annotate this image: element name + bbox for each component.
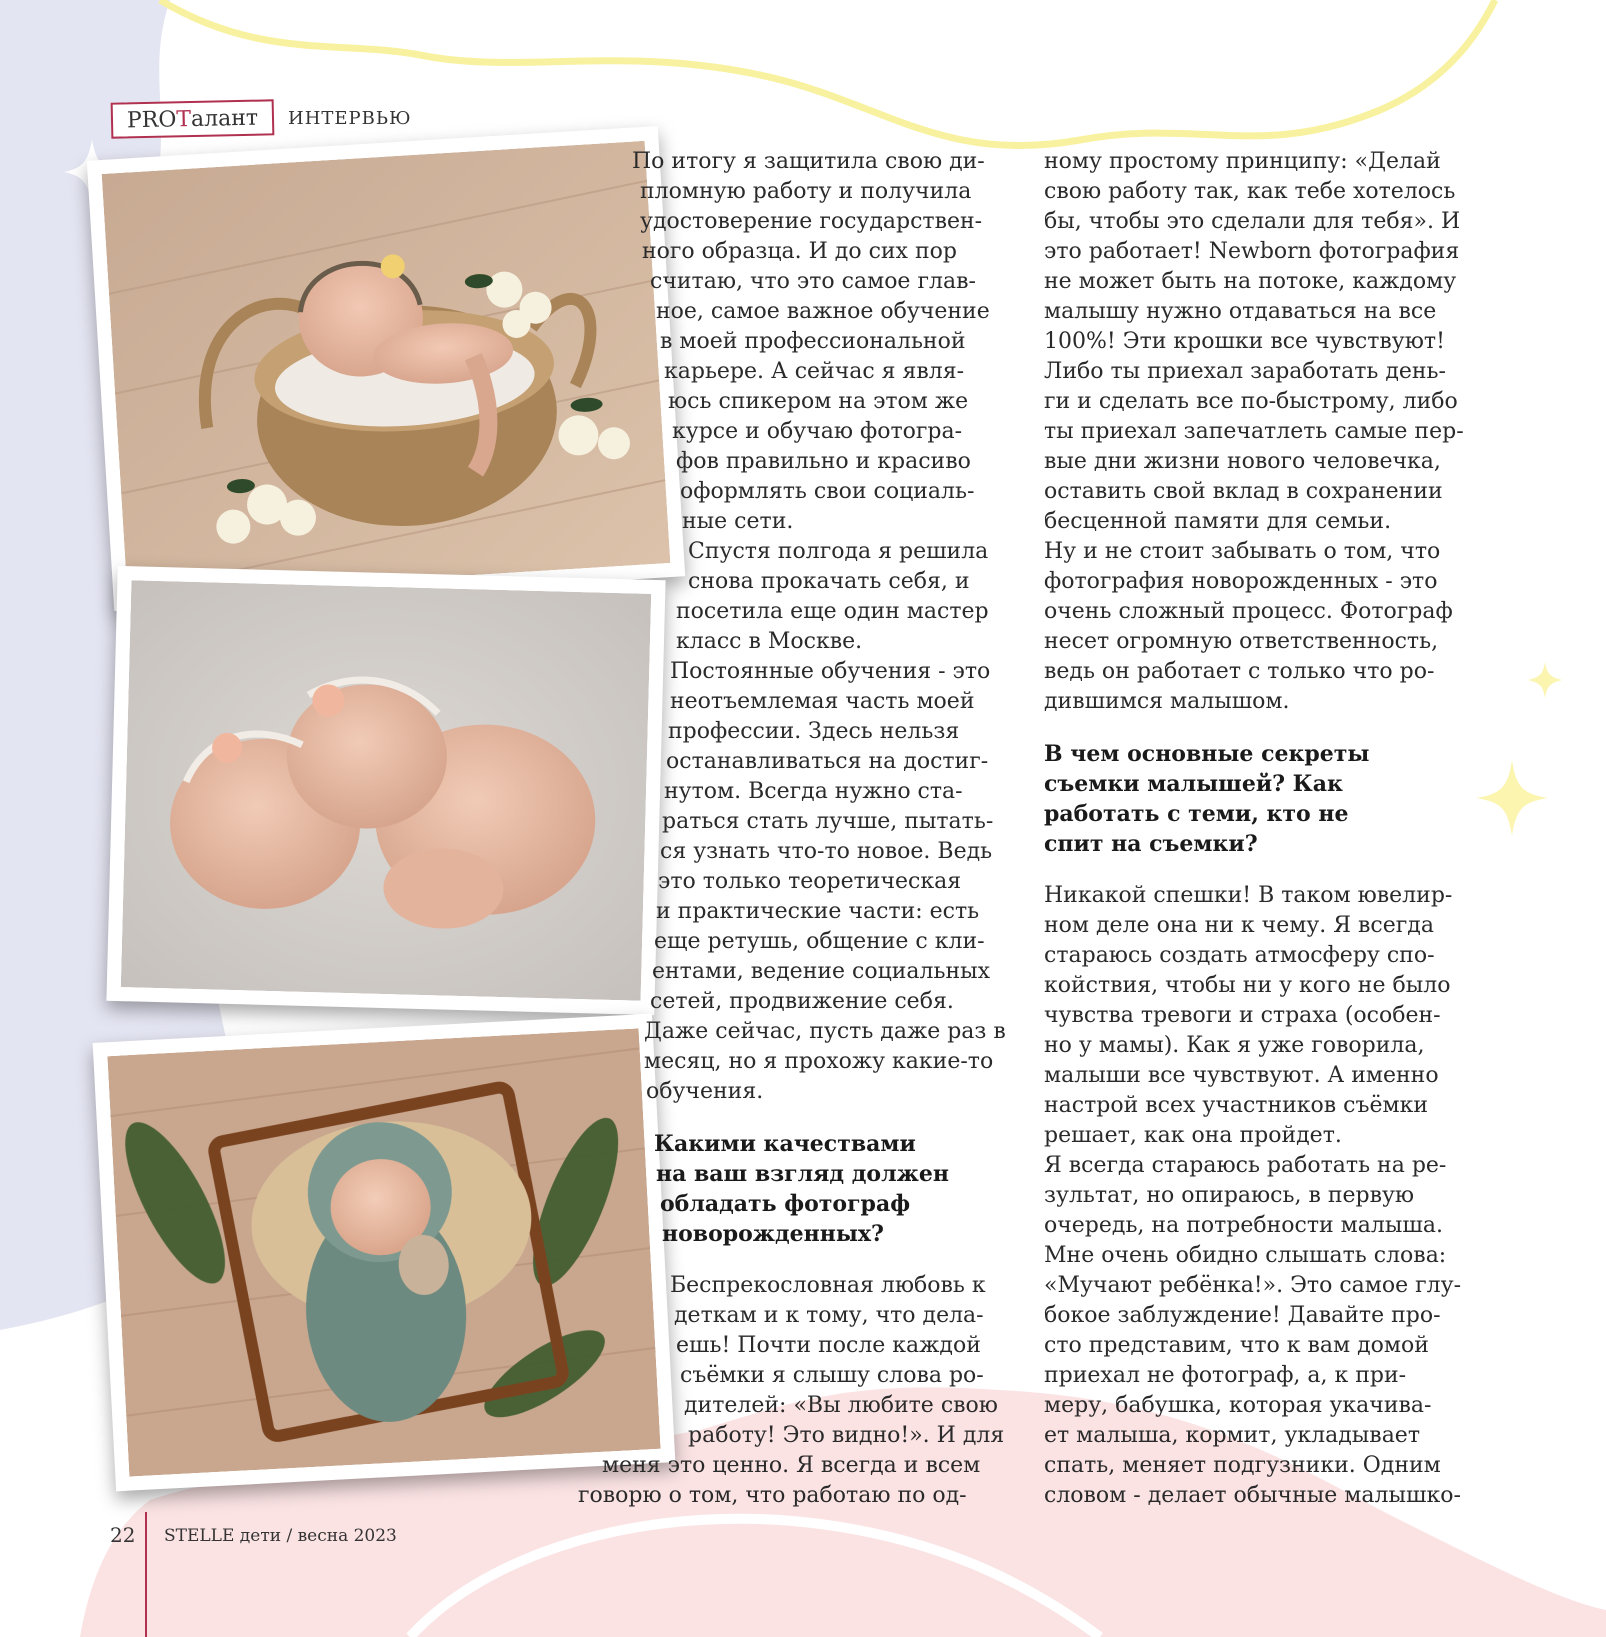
text-line: бесценной памяти для семьи. <box>1044 509 1392 534</box>
text-line: свою работу так, как тебе хотелось <box>1044 179 1456 204</box>
text-line: Никакой спешки! В таком ювелир- <box>1044 883 1453 908</box>
text-line: не может быть на потоке, каждому <box>1044 269 1457 294</box>
text-line: профессии. Здесь нельзя <box>668 719 960 744</box>
footer-divider <box>145 1512 147 1637</box>
text-line: фов правильно и красиво <box>676 449 971 474</box>
sparkle-icon <box>1528 662 1562 698</box>
badge-talent-initial: Т <box>176 106 192 132</box>
text-line: нутом. Всегда нужно ста- <box>664 779 963 804</box>
text-line: вые дни жизни нового человечка, <box>1044 449 1441 474</box>
text-line: Спустя полгода я решила <box>688 539 989 564</box>
badge-pro: PRO <box>126 106 177 133</box>
text-line: очень сложный процесс. Фотограф <box>1044 599 1453 624</box>
text-line: раться стать лучше, пытать- <box>662 809 994 834</box>
text-line: очередь, на потребности малыша. <box>1044 1213 1443 1238</box>
text-line: работу! Это видно!». И для <box>688 1423 1005 1448</box>
text-line: юсь спикером на этом же <box>668 389 969 414</box>
heading-line: съемки малышей? Как <box>1044 771 1343 797</box>
heading-line: работать с теми, кто не <box>1044 801 1349 827</box>
text-line: это работает! Newborn фотография <box>1044 239 1460 264</box>
section-badge <box>111 99 275 138</box>
text-line: класс в Москве. <box>676 629 863 654</box>
text-line: снова прокачать себя, и <box>688 569 970 594</box>
section-label: ИНТЕРВЬЮ <box>288 108 412 129</box>
text-line: ся узнать что-то новое. Ведь <box>660 839 993 864</box>
text-line: койствия, чтобы ни у кого не было <box>1044 973 1451 998</box>
text-line: и практические части: есть <box>656 899 980 924</box>
text-line: Постоянные обучения - это <box>670 659 991 684</box>
heading-line: на ваш взгляд должен <box>656 1161 949 1187</box>
text-line: ные сети. <box>682 509 794 534</box>
text-line: меру, бабушка, которая укачива- <box>1044 1393 1432 1418</box>
question-heading <box>1044 739 1488 859</box>
text-line: несет огромную ответственность, <box>1044 629 1439 654</box>
text-line: малыши все чувствуют. А именно <box>1044 1063 1439 1088</box>
text-line: посетила еще один мастер <box>676 599 989 624</box>
text-line: По итогу я защитила свою ди- <box>632 149 985 174</box>
text-line: говорю о том, что работаю по од- <box>578 1483 967 1508</box>
text-line: бокое заблуждение! Давайте про- <box>1044 1303 1441 1328</box>
heading-line: обладать фотограф <box>660 1191 911 1217</box>
text-line: решает, как она пройдет. <box>1044 1123 1342 1148</box>
text-line: удостоверение государствен- <box>640 209 983 234</box>
text-line: курсе и обучаю фотогра- <box>672 419 963 444</box>
text-line: дившимся малышом. <box>1044 689 1290 714</box>
text-line: оставить свой вклад в сохранении <box>1044 479 1443 504</box>
paragraph <box>1044 147 1488 537</box>
article-column-right <box>1044 147 1488 1511</box>
text-line: но у мамы). Как я уже говорила, <box>1044 1033 1425 1058</box>
article-column-middle <box>570 147 1022 1511</box>
text-line: чувства тревоги и страха (особен- <box>1044 1003 1441 1028</box>
paragraph <box>570 537 1022 657</box>
paragraph <box>1044 881 1488 1151</box>
text-line: обучения. <box>646 1079 764 1104</box>
page-number: 22 <box>110 1523 136 1547</box>
text-line: карьере. А сейчас я явля- <box>664 359 965 384</box>
text-line: бы, чтобы это сделали для тебя». И <box>1044 209 1461 234</box>
text-line: 100%! Эти крошки все чувствуют! <box>1044 329 1445 354</box>
magazine-issue: STELLE дети / весна 2023 <box>164 1526 397 1546</box>
text-line: ному простому принципу: «Делай <box>1044 149 1441 174</box>
text-line: сетей, продвижение себя. <box>650 989 954 1014</box>
text-line: ешь! Почти после каждой <box>676 1333 981 1358</box>
text-line: ведь он работает с только что ро- <box>1044 659 1435 684</box>
text-line: еще ретушь, общение с кли- <box>654 929 985 954</box>
text-line: ет малыша, кормит, укладывает <box>1044 1423 1420 1448</box>
text-line: дителей: «Вы любите свою <box>684 1393 998 1418</box>
text-line: спать, меняет подгузники. Одним <box>1044 1453 1441 1478</box>
text-line: неотъемлемая часть моей <box>670 689 975 714</box>
text-line: «Мучают ребёнка!». Это самое глу- <box>1044 1273 1462 1298</box>
text-line: деткам и к тому, что дела- <box>674 1303 984 1328</box>
heading-line: Какими качествами <box>654 1131 916 1157</box>
text-line: это только теоретическая <box>658 869 962 894</box>
text-line: стараюсь создать атмосферу спо- <box>1044 943 1435 968</box>
text-line: в моей профессиональной <box>660 329 966 354</box>
badge-talent-rest: алант <box>190 105 259 132</box>
text-line: пломную работу и получила <box>640 179 972 204</box>
text-line: зультат, но опираюсь, в первую <box>1044 1183 1415 1208</box>
text-line: останавливаться на достиг- <box>666 749 989 774</box>
heading-line: В чем основные секреты <box>1044 741 1370 767</box>
text-line: меня это ценно. Я всегда и всем <box>602 1453 981 1478</box>
paragraph <box>1044 537 1488 717</box>
text-line: оформлять свои социаль- <box>680 479 975 504</box>
text-line: ентами, ведение социальных <box>652 959 991 984</box>
heading-line: новорожденных? <box>662 1221 884 1247</box>
text-line: настрой всех участников съёмки <box>1044 1093 1429 1118</box>
text-line: фотография новорожденных - это <box>1044 569 1438 594</box>
text-line: сто представим, что к вам домой <box>1044 1333 1429 1358</box>
text-line: Ну и не стоит забывать о том, что <box>1044 539 1441 564</box>
text-line: ги и сделать все по-быстрому, либо <box>1044 389 1458 414</box>
text-line: съёмки я слышу слова ро- <box>680 1363 984 1388</box>
paragraph <box>570 147 1022 537</box>
text-line: Мне очень обидно слышать слова: <box>1044 1243 1447 1268</box>
text-line: ное, самое важное обучение <box>656 299 990 324</box>
text-line: Либо ты приехал заработать день- <box>1044 359 1446 384</box>
text-line: ного образца. И до сих пор <box>642 239 957 264</box>
text-line: ном деле она ни к чему. Я всегда <box>1044 913 1434 938</box>
text-line: малышу нужно отдаваться на все <box>1044 299 1437 324</box>
text-line: месяц, но я прохожу какие-то <box>644 1049 994 1074</box>
question-heading <box>570 1129 1022 1249</box>
text-line: Я всегда стараюсь работать на ре- <box>1044 1153 1447 1178</box>
text-line: ты приехал запечатлеть самые пер- <box>1044 419 1464 444</box>
paragraph <box>570 1271 1022 1511</box>
text-line: Беспрекословная любовь к <box>670 1273 986 1298</box>
heading-line: спит на съемки? <box>1044 831 1258 857</box>
text-line: Даже сейчас, пусть даже раз в <box>644 1019 1006 1044</box>
text-line: приехал не фотограф, а, к при- <box>1044 1363 1407 1388</box>
paragraph <box>1044 1151 1488 1511</box>
text-line: словом - делает обычные малышко- <box>1044 1483 1461 1508</box>
paragraph <box>570 657 1022 1107</box>
text-line: считаю, что это самое глав- <box>650 269 976 294</box>
